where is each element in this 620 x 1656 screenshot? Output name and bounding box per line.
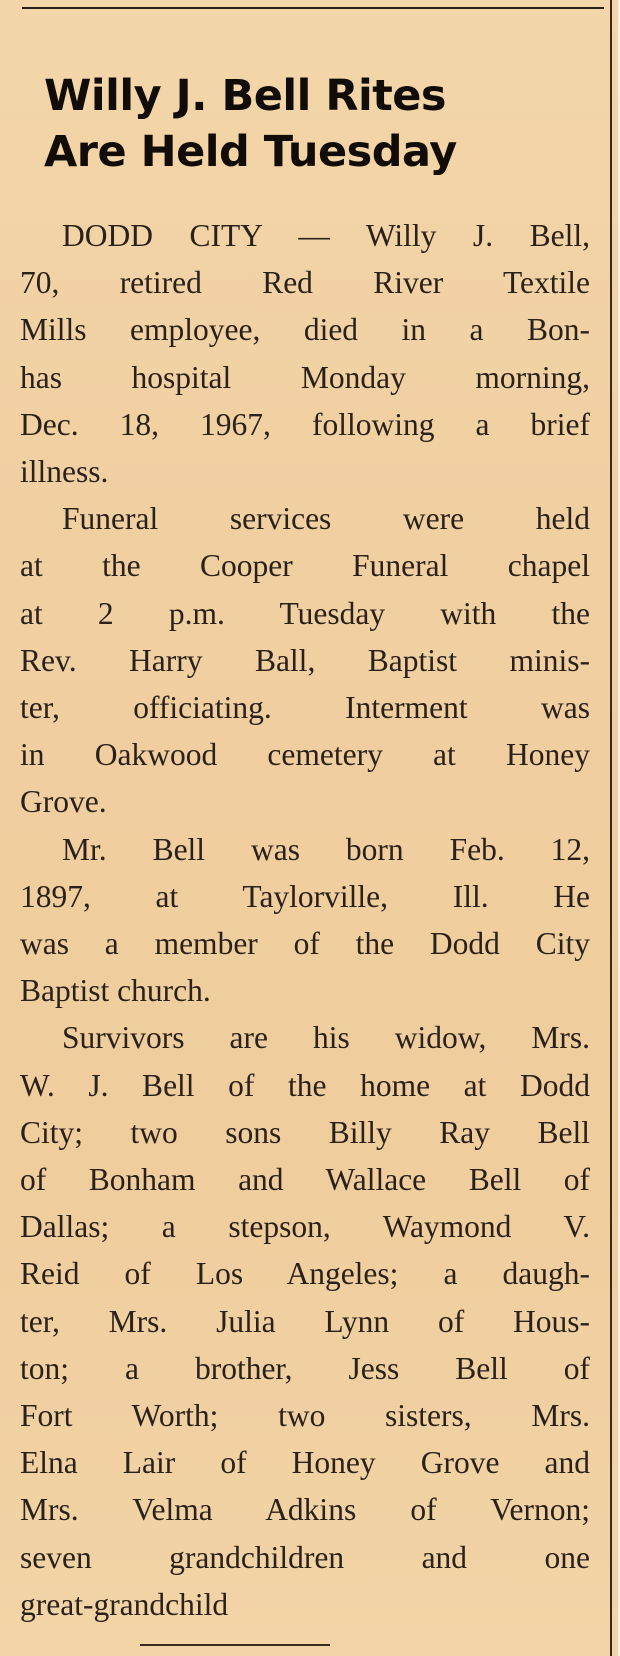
text-line: has hospital Monday morning, xyxy=(20,359,590,395)
text-line: Reid of Los Angeles; a daugh- xyxy=(20,1256,590,1292)
text-line: W. J. Bell of the home at Dodd xyxy=(20,1067,590,1103)
text-line: Dallas; a stepson, Waymond V. xyxy=(20,1209,590,1245)
text-line: Grove. xyxy=(20,784,107,820)
text-line: Mr. Bell was born Feb. 12, xyxy=(62,831,590,867)
text-line: great-grandchild xyxy=(20,1586,229,1622)
headline-line: Are Held Tuesday xyxy=(44,127,457,177)
headline xyxy=(44,68,584,180)
text-line: seven grandchildren and one xyxy=(20,1539,590,1575)
bottom-rule xyxy=(140,1644,330,1646)
text-line: Mills employee, died in a Bon- xyxy=(20,312,590,348)
headline-line: Willy J. Bell Rites xyxy=(44,71,447,121)
text-line: at the Cooper Funeral chapel xyxy=(20,548,590,584)
text-line: Survivors are his widow, Mrs. xyxy=(62,1020,590,1056)
text-line: 1897, at Taylorville, Ill. He xyxy=(20,878,590,914)
text-line: ter, officiating. Interment was xyxy=(20,690,590,726)
text-line: Baptist church. xyxy=(20,973,211,1009)
text-line: at 2 p.m. Tuesday with the xyxy=(20,595,590,631)
text-line: Elna Lair of Honey Grove and xyxy=(20,1445,590,1481)
text-line: Funeral services were held xyxy=(62,501,590,537)
text-line: Mrs. Velma Adkins of Vernon; xyxy=(20,1492,590,1528)
text-line: DODD CITY — Willy J. Bell, xyxy=(62,218,590,253)
text-line: 70, retired Red River Textile xyxy=(20,265,590,301)
right-rule xyxy=(610,0,612,1656)
text-line: Rev. Harry Ball, Baptist minis- xyxy=(20,642,590,678)
text-line: City; two sons Billy Ray Bell xyxy=(20,1114,590,1150)
text-line: ton; a brother, Jess Bell of xyxy=(20,1350,590,1386)
article-body xyxy=(20,212,590,1628)
text-line: of Bonham and Wallace Bell of xyxy=(20,1162,590,1198)
text-line: illness. xyxy=(20,454,109,490)
top-rule xyxy=(22,7,604,9)
text-line: Dec. 18, 1967, following a brief xyxy=(20,406,590,442)
text-line: in Oakwood cemetery at Honey xyxy=(20,737,590,773)
text-line: Fort Worth; two sisters, Mrs. xyxy=(20,1398,590,1434)
text-line: ter, Mrs. Julia Lynn of Hous- xyxy=(20,1303,590,1339)
text-line: was a member of the Dodd City xyxy=(20,926,590,962)
